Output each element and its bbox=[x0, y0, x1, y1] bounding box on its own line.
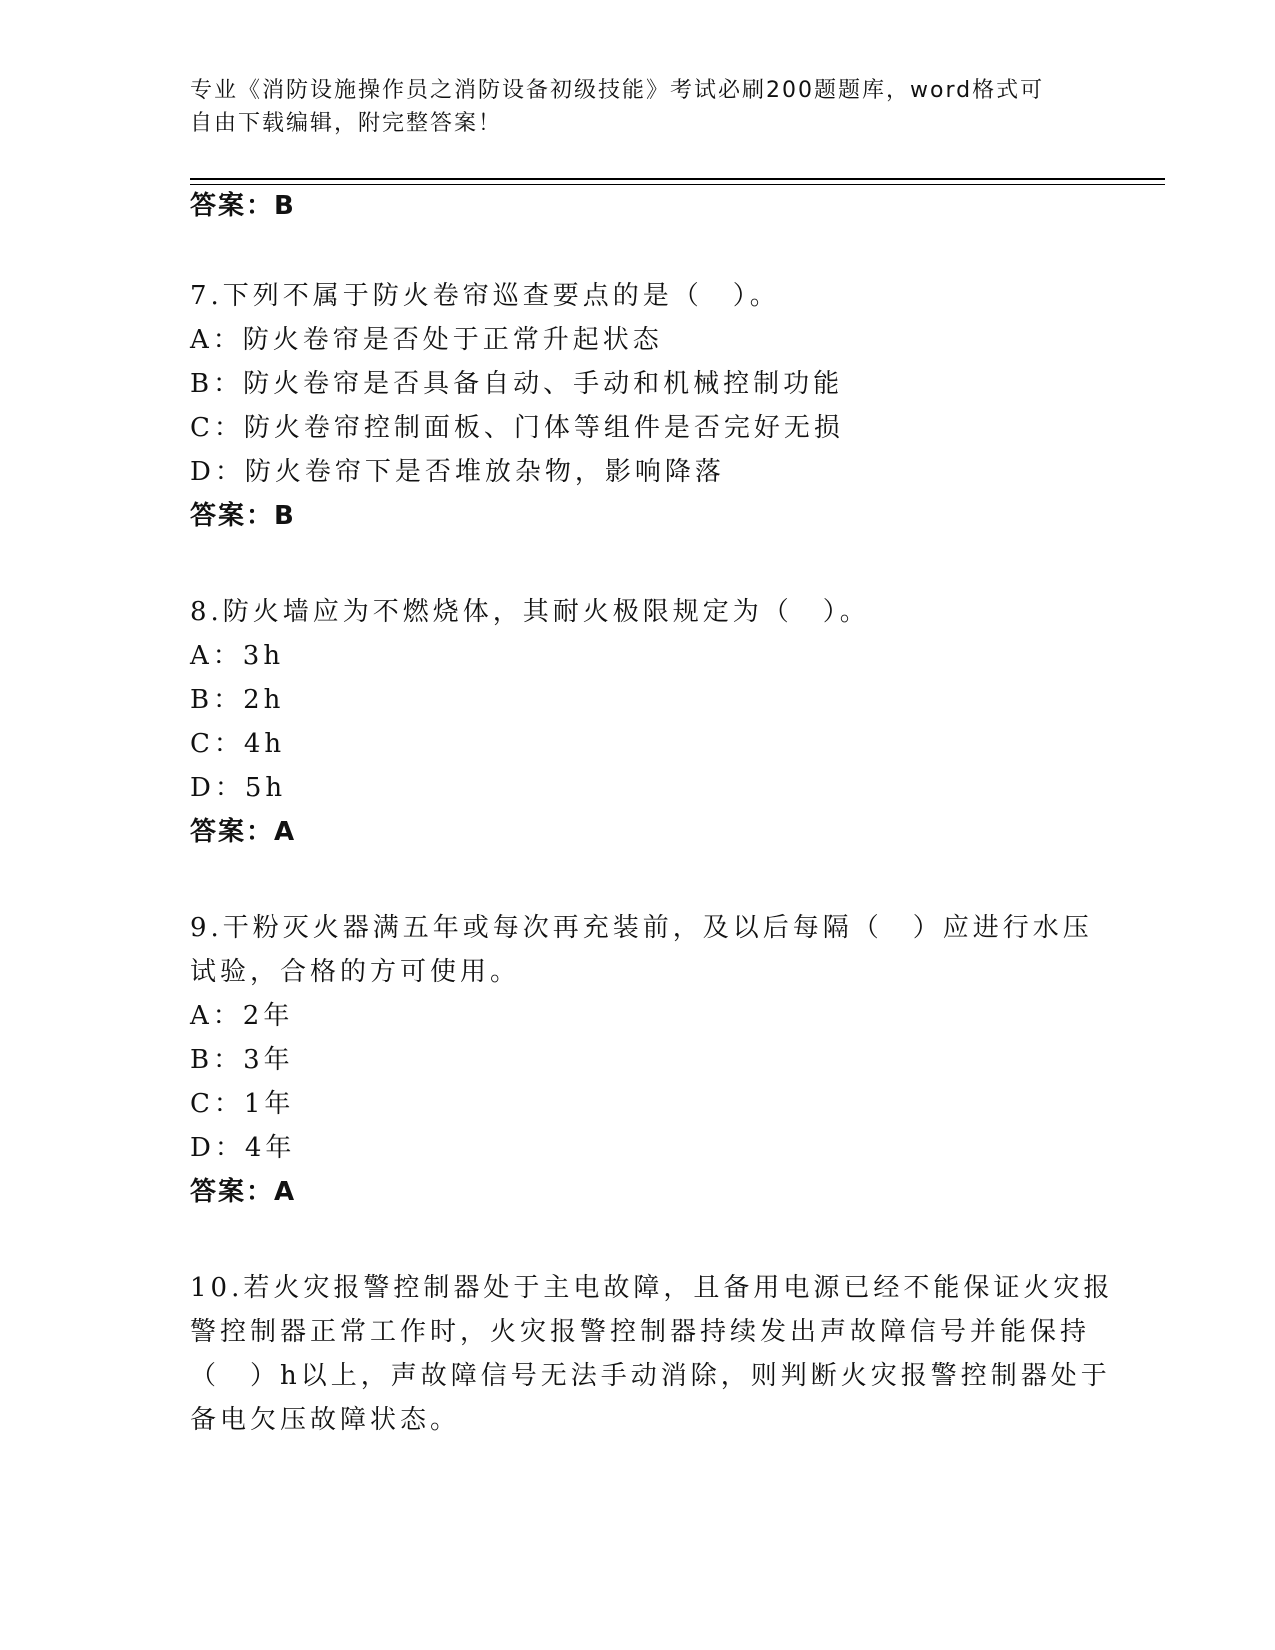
question-10-text-line-4: 备电欠压故障状态。 bbox=[190, 1405, 461, 1435]
question-9-text-line-1: 9.干粉灭火器满五年或每次再充装前，及以后每隔（ ）应进行水压 bbox=[190, 913, 1093, 943]
answer-label: 答案： bbox=[190, 191, 275, 221]
question-7-option-d: D：防火卷帘下是否堆放杂物，影响降落 bbox=[190, 457, 725, 487]
question-8-option-c: C：4h bbox=[190, 729, 286, 759]
answer-label: 答案： bbox=[190, 501, 275, 531]
question-8-option-a: A：3h bbox=[190, 641, 285, 671]
answer-value: B bbox=[274, 191, 296, 221]
answer-value: A bbox=[274, 1177, 297, 1207]
question-7-option-b: B：防火卷帘是否具备自动、手动和机械控制功能 bbox=[190, 369, 844, 399]
header-line-1: 专业《消防设施操作员之消防设备初级技能》考试必刷200题题库，word格式可 bbox=[190, 78, 1045, 103]
page-header bbox=[190, 74, 1090, 140]
question-8-answer bbox=[190, 809, 296, 855]
header-divider bbox=[190, 178, 1165, 180]
answer-label: 答案： bbox=[190, 817, 275, 847]
question-9-option-d: D：4年 bbox=[190, 1133, 296, 1163]
answer-value: B bbox=[274, 501, 296, 531]
question-9-option-a: A：2年 bbox=[190, 1001, 294, 1031]
question-7-option-c: C：防火卷帘控制面板、门体等组件是否完好无损 bbox=[190, 413, 844, 443]
question-8-text: 8.防火墙应为不燃烧体，其耐火极限规定为（ ）。 bbox=[190, 597, 870, 627]
question-9-option-b: B：3年 bbox=[190, 1045, 294, 1075]
question-7-option-a: A：防火卷帘是否处于正常升起状态 bbox=[190, 325, 663, 355]
answer-value: A bbox=[274, 817, 297, 847]
question-7-answer bbox=[190, 493, 296, 539]
question-9-answer bbox=[190, 1169, 296, 1215]
question-10-text-line-2: 警控制器正常工作时，火灾报警控制器持续发出声故障信号并能保持 bbox=[190, 1317, 1091, 1347]
question-9-text-line-2: 试验，合格的方可使用。 bbox=[190, 957, 521, 987]
question-8-option-d: D：5h bbox=[190, 773, 287, 803]
question-7-text: 7.下列不属于防火卷帘巡查要点的是（ ）。 bbox=[190, 281, 780, 311]
answer-label: 答案： bbox=[190, 1177, 275, 1207]
header-divider-thin bbox=[190, 184, 1165, 185]
question-8-option-b: B：2h bbox=[190, 685, 285, 715]
question-10-text-line-3: （ ）h以上，声故障信号无法手动消除，则判断火灾报警控制器处于 bbox=[190, 1361, 1111, 1391]
answer-line bbox=[190, 183, 296, 229]
header-line-2: 自由下载编辑，附完整答案！ bbox=[190, 111, 503, 136]
question-9-option-c: C：1年 bbox=[190, 1089, 295, 1119]
question-10-text-line-1: 10.若火灾报警控制器处于主电故障，且备用电源已经不能保证火灾报 bbox=[190, 1273, 1114, 1303]
